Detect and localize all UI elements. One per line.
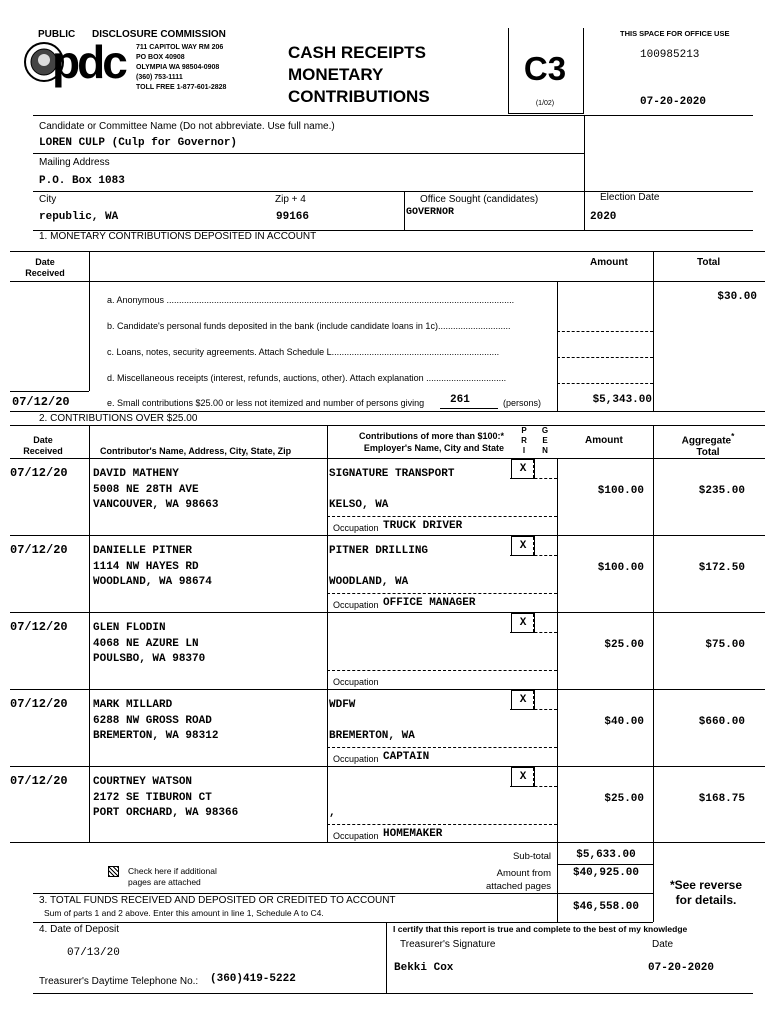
- subtotal-label: Sub-total: [512, 851, 551, 862]
- s1-total-header: Total: [697, 257, 721, 268]
- office-id: 100985213: [640, 49, 700, 61]
- occupation-separator: [327, 824, 557, 825]
- contributor-city[interactable]: PORT ORCHARD, WA 98366: [93, 807, 239, 819]
- s1-date-header: Date Received: [25, 257, 65, 278]
- row-divider: [10, 612, 765, 613]
- form-title: CASH RECEIPTS MONETARY CONTRIBUTIONS: [288, 43, 430, 106]
- aggregate-total[interactable]: $75.00: [705, 639, 745, 651]
- contributor-city[interactable]: POULSBO, WA 98370: [93, 653, 206, 665]
- pri-gen-separator: [510, 555, 557, 556]
- s2-gen-header: G E N: [541, 426, 549, 455]
- total-funds-value[interactable]: $46,558.00: [572, 901, 639, 913]
- treasurer-signature[interactable]: Bekki Cox: [394, 962, 454, 974]
- occupation-value[interactable]: TRUCK DRIVER: [383, 520, 463, 532]
- election-date-value[interactable]: 2020: [590, 211, 617, 223]
- certify-statement: I certify that this report is true and complete to the best of my knowledge: [393, 924, 688, 934]
- line-a-total[interactable]: $30.00: [717, 291, 757, 303]
- employer-city[interactable]: BREMERTON, WA: [329, 730, 415, 742]
- primary-election-mark[interactable]: X: [511, 459, 535, 479]
- contributor-address[interactable]: 5008 NE 28TH AVE: [93, 484, 199, 496]
- office-date: 07-20-2020: [640, 96, 707, 108]
- city-label: City: [39, 194, 57, 205]
- s2-date-header: Date Received: [23, 435, 63, 456]
- contributor-name[interactable]: GLEN FLODIN: [93, 622, 166, 634]
- contributor-city[interactable]: BREMERTON, WA 98312: [93, 730, 219, 742]
- section3-subtitle: Sum of parts 1 and 2 above. Enter this amount in line 1, Schedule A to C4.: [44, 908, 324, 918]
- pri-gen-separator: [510, 709, 557, 710]
- zip-value[interactable]: 99166: [276, 211, 310, 223]
- line-e-small-contributions: e. Small contributions $25.00 or less not itemized and number of persons giving: [107, 398, 425, 408]
- pri-gen-separator: [510, 632, 557, 633]
- pri-gen-separator: [510, 786, 557, 787]
- attached-pages-value[interactable]: $40,925.00: [572, 867, 639, 879]
- section3-title: 3. TOTAL FUNDS RECEIVED AND DEPOSITED OR CREDITED TO ACCOUNT: [39, 895, 396, 906]
- signature-date-label: Date: [652, 939, 674, 950]
- contributor-name[interactable]: DAVID MATHENY: [93, 468, 179, 480]
- section4-title: 4. Date of Deposit: [39, 924, 120, 935]
- line-e-date[interactable]: 07/12/20: [12, 395, 70, 409]
- employer-city[interactable]: WOODLAND, WA: [329, 576, 409, 588]
- line-e-total[interactable]: $5,343.00: [592, 394, 652, 406]
- contribution-amount[interactable]: $25.00: [604, 639, 644, 651]
- line-e-persons[interactable]: 261: [450, 394, 470, 406]
- office-sought-value[interactable]: GOVERNOR: [406, 207, 455, 218]
- line-a-anonymous: a. Anonymous ...........................................................................................................................................: [107, 295, 515, 305]
- aggregate-total[interactable]: $172.50: [698, 562, 745, 574]
- row-divider: [10, 689, 765, 690]
- line-e-persons-label: (persons): [503, 398, 542, 408]
- candidate-name-label: Candidate or Committee Name (Do not abbreviate. Use full name.): [39, 121, 335, 132]
- see-reverse-note: *See reverse for details.: [669, 878, 743, 907]
- row-divider: [10, 766, 765, 767]
- s1-amount-header: Amount: [590, 257, 628, 268]
- pri-gen-divider: [533, 460, 534, 478]
- contribution-date[interactable]: 07/12/20: [10, 697, 68, 711]
- occupation-value[interactable]: HOMEMAKER: [383, 828, 443, 840]
- subtotal-value[interactable]: $5,633.00: [576, 849, 636, 861]
- svg-text:pdc: pdc: [52, 38, 125, 88]
- treasurer-phone[interactable]: (360)419-5222: [210, 973, 296, 985]
- contribution-date[interactable]: 07/12/20: [10, 543, 68, 557]
- contribution-date[interactable]: 07/12/20: [10, 466, 68, 480]
- occupation-separator: [327, 747, 557, 748]
- pri-gen-divider: [533, 614, 534, 632]
- employer-name[interactable]: WDFW: [329, 699, 356, 711]
- mailing-label: Mailing Address: [39, 157, 110, 168]
- contributor-name[interactable]: COURTNEY WATSON: [93, 776, 193, 788]
- contribution-amount[interactable]: $100.00: [597, 562, 644, 574]
- agency-label-commission: DISCLOSURE COMMISSION: [92, 29, 226, 40]
- occupation-separator: [327, 516, 557, 517]
- employer-name[interactable]: SIGNATURE TRANSPORT: [329, 468, 455, 480]
- line-c-loans: c. Loans, notes, security agreements. Attach Schedule L...................................................................: [107, 347, 500, 357]
- office-sought-label: Office Sought (candidates): [420, 194, 539, 205]
- s2-aggregate-header: Aggregate* Total: [681, 431, 735, 459]
- occupation-separator: [327, 670, 557, 671]
- signature-label: Treasurer's Signature: [400, 939, 496, 950]
- occupation-label: Occupation: [333, 754, 379, 764]
- employer-city[interactable]: ,: [329, 807, 336, 819]
- section1-title: 1. MONETARY CONTRIBUTIONS DEPOSITED IN ACCOUNT: [39, 231, 317, 242]
- deposit-date[interactable]: 07/13/20: [67, 947, 120, 959]
- contributor-name[interactable]: MARK MILLARD: [93, 699, 173, 711]
- additional-pages-label: Check here if additional pages are attached: [128, 866, 217, 887]
- aggregate-total[interactable]: $168.75: [698, 793, 745, 805]
- section2-title: 2. CONTRIBUTIONS OVER $25.00: [39, 413, 198, 424]
- pdc-logo: [22, 38, 134, 90]
- occupation-label: Occupation: [333, 831, 379, 841]
- occupation-label: Occupation: [333, 677, 379, 687]
- contribution-date[interactable]: 07/12/20: [10, 620, 68, 634]
- phone-label: Treasurer's Daytime Telephone No.:: [39, 976, 199, 987]
- employer-name[interactable]: PITNER DRILLING: [329, 545, 429, 557]
- s2-pri-header: P R I: [521, 426, 527, 455]
- primary-election-mark[interactable]: X: [511, 613, 535, 633]
- agency-label-public: PUBLIC: [38, 29, 76, 40]
- pri-gen-divider: [533, 768, 534, 786]
- pri-gen-divider: [533, 537, 534, 555]
- occupation-label: Occupation: [333, 600, 379, 610]
- contributor-address[interactable]: 1114 NW HAYES RD: [93, 561, 199, 573]
- city-value[interactable]: republic, WA: [39, 211, 119, 223]
- contribution-amount[interactable]: $100.00: [597, 485, 644, 497]
- line-d-misc: d. Miscellaneous receipts (interest, refunds, auctions, other). Attach explanation ................................: [107, 373, 507, 383]
- form-version: (1/02): [535, 100, 555, 107]
- aggregate-total[interactable]: $235.00: [698, 485, 745, 497]
- signature-date[interactable]: 07-20-2020: [648, 962, 715, 974]
- mailing-address[interactable]: P.O. Box 1083: [39, 175, 125, 187]
- primary-election-mark[interactable]: X: [511, 767, 535, 787]
- candidate-name[interactable]: LOREN CULP (Culp for Governor): [39, 137, 238, 149]
- pri-gen-divider: [533, 691, 534, 709]
- primary-election-mark[interactable]: X: [511, 536, 535, 556]
- contribution-date[interactable]: 07/12/20: [10, 774, 68, 788]
- employer-city[interactable]: KELSO, WA: [329, 499, 389, 511]
- agency-address: 711 CAPITOL WAY RM 206 PO BOX 40908 OLYMPIA WA 98504-0908 (360) 753-1111 TOLL FREE 1-877-601-2828: [136, 44, 227, 91]
- zip-label: Zip + 4: [275, 194, 306, 205]
- occupation-label: Occupation: [333, 523, 379, 533]
- contributor-city[interactable]: WOODLAND, WA 98674: [93, 576, 212, 588]
- occupation-value[interactable]: OFFICE MANAGER: [383, 597, 476, 609]
- s2-employer-header: Contributions of more than $100:* Employer's Name, City and State: [358, 431, 504, 453]
- occupation-separator: [327, 593, 557, 594]
- contribution-amount[interactable]: $40.00: [604, 716, 644, 728]
- primary-election-mark[interactable]: X: [511, 690, 535, 710]
- contributor-name[interactable]: DANIELLE PITNER: [93, 545, 193, 557]
- contribution-amount[interactable]: $25.00: [604, 793, 644, 805]
- contributor-address[interactable]: 2172 SE TIBURON CT: [93, 792, 212, 804]
- office-use-label: THIS SPACE FOR OFFICE USE: [620, 29, 730, 38]
- contributor-city[interactable]: VANCOUVER, WA 98663: [93, 499, 219, 511]
- line-b-personal-funds: b. Candidate's personal funds deposited in the bank (include candidate loans in 1c).............................: [107, 321, 511, 331]
- s2-amount-header: Amount: [585, 435, 623, 446]
- election-date-label: Election Date: [600, 192, 660, 203]
- occupation-value[interactable]: CAPTAIN: [383, 751, 430, 763]
- row-divider: [10, 535, 765, 536]
- s2-contributor-header: Contributor's Name, Address, City, State, Zip: [100, 446, 292, 456]
- pri-gen-separator: [510, 478, 557, 479]
- contributor-address[interactable]: 6288 NW GROSS ROAD: [93, 715, 212, 727]
- contributor-address[interactable]: 4068 NE AZURE LN: [93, 638, 199, 650]
- aggregate-total[interactable]: $660.00: [698, 716, 745, 728]
- additional-pages-checkbox[interactable]: [108, 866, 119, 877]
- attached-pages-label: Amount from attached pages: [486, 868, 551, 892]
- form-code: C3: [523, 50, 567, 87]
